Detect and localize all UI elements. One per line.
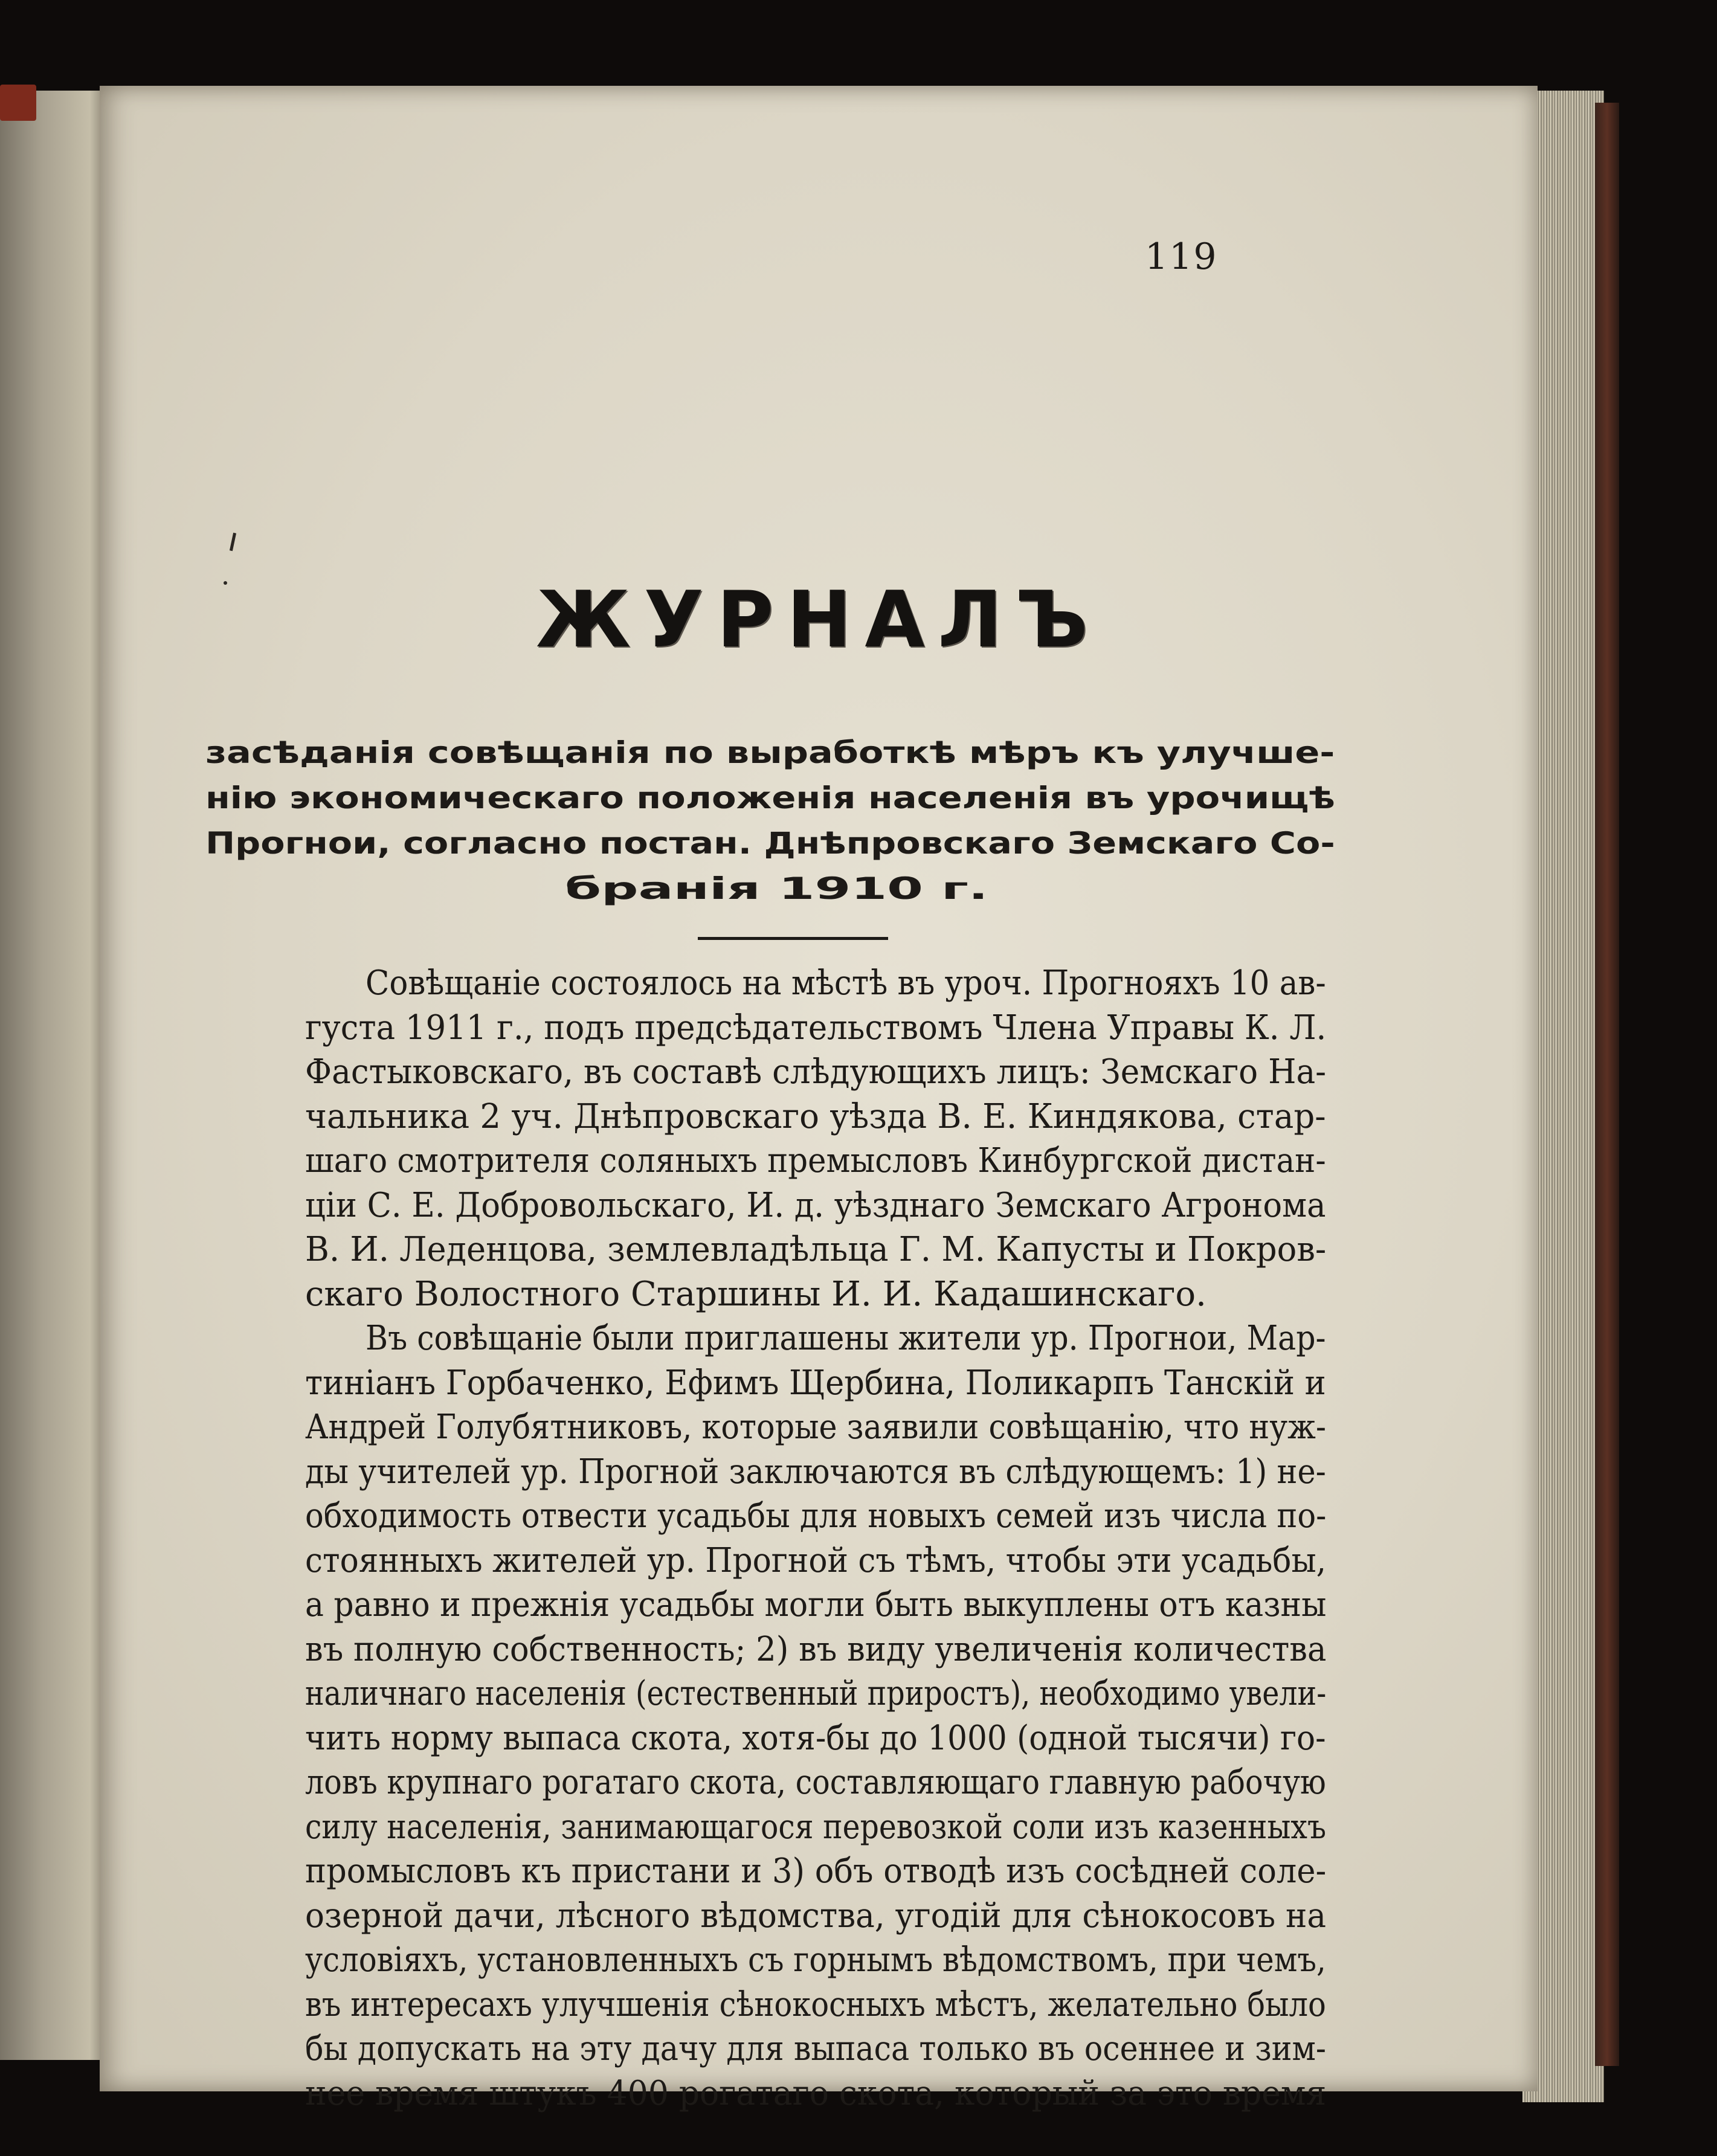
body-line: В. И. Леденцова, землевладѣльца Г. М. Капусты и Покров-	[305, 1230, 1327, 1269]
stray-ink-mark	[230, 533, 236, 551]
body-line: наличнаго населенія (естественный приростъ), необходимо увели-	[305, 1674, 1327, 1713]
subtitle-line: нію экономическаго положенія населенія въ урочищѣ	[205, 780, 1335, 816]
body-line: чальника 2 уч. Днѣпровскаго уѣзда В. Е. Киндякова, стар-	[305, 1096, 1326, 1136]
body-line: озерной дачи, лѣсного вѣдомства, угодій для сѣнокосовъ на	[305, 1896, 1327, 1936]
body-line: ціи С. Е. Добровольскаго, И. д. уѣзднаго Земскаго Агронома	[305, 1185, 1326, 1225]
body-line: условіяхъ, установленныхъ съ горнымъ вѣдомствомъ, при чемъ,	[305, 1940, 1326, 1980]
subtitle-line: засѣданія совѣщанія по выработкѣ мѣръ къ улучше-	[205, 735, 1335, 770]
body-line: а равно и прежнія усадьбы могли быть выкуплены отъ казны	[305, 1585, 1327, 1624]
subtitle-line: Прогнои, согласно постан. Днѣпровскаго Земскаго Со-	[205, 826, 1335, 861]
body-line: тиніанъ Горбаченко, Ефимъ Щербина, Поликарпъ Танскій и	[305, 1363, 1326, 1403]
body-line: стоянныхъ жителей ур. Прогной съ тѣмъ, чтобы эти усадьбы,	[305, 1540, 1327, 1580]
page-number: 119	[1145, 236, 1218, 278]
body-line: въ интересахъ улучшенія сѣнокосныхъ мѣстъ, желательно было	[305, 1984, 1326, 2024]
body-line: бы допускать на эту дачу для выпаса только въ осеннее и зим-	[305, 2029, 1327, 2068]
body-line: Совѣщаніе состоялось на мѣстѣ въ уроч. Прогнояхъ 10 ав-	[366, 964, 1326, 1003]
body-line: шаго смотрителя соляныхъ премысловъ Кинбургской дистан-	[305, 1141, 1326, 1180]
subtitle-line: бранія 1910 г.	[565, 871, 988, 906]
left-page-edge	[0, 91, 106, 2060]
body-line: чить норму выпаса скота, хотя-бы до 1000 (одной тысячи) го-	[305, 1718, 1326, 1758]
body-line: Въ совѣщаніе были приглашены жители ур. Прогнои, Мар-	[366, 1319, 1326, 1358]
body-line: обходимость отвести усадьбы для новыхъ семей изъ числа по-	[305, 1496, 1327, 1536]
body-line: ды учителей ур. Прогной заключаются въ слѣдующемъ: 1) не-	[305, 1452, 1326, 1492]
page-title: ЖУРНАЛЪ	[536, 575, 1101, 665]
book-cover-edge	[1595, 103, 1619, 2066]
body-line: густа 1911 г., подъ предсѣдательствомъ Члена Управы К. Л.	[305, 1008, 1327, 1047]
body-line: нее время штукъ 400 рогатаго скота, который за это время	[305, 2073, 1327, 2113]
divider-rule	[698, 937, 888, 940]
body-line: скаго Волостного Старшины И. И. Кадашинскаго.	[305, 1274, 1206, 1314]
body-line: ловъ крупнаго рогатаго скота, составляющаго главную рабочую	[305, 1763, 1326, 1802]
body-line: въ полную собственность; 2) въ виду увеличенія количества	[305, 1629, 1327, 1669]
body-line: промысловъ къ пристани и 3) объ отводѣ изъ сосѣдней соле-	[305, 1852, 1327, 1891]
body-line: Андрей Голубятниковъ, которые заявили совѣщанію, что нуж-	[305, 1408, 1327, 1447]
body-line: силу населенія, занимающагося перевозкой соли изъ казенныхъ	[305, 1807, 1327, 1847]
document-page	[100, 86, 1538, 2113]
body-line: Фастыковскаго, въ составѣ слѣдующихъ лицъ: Земскаго На-	[305, 1052, 1327, 1092]
binding-corner	[0, 85, 36, 121]
